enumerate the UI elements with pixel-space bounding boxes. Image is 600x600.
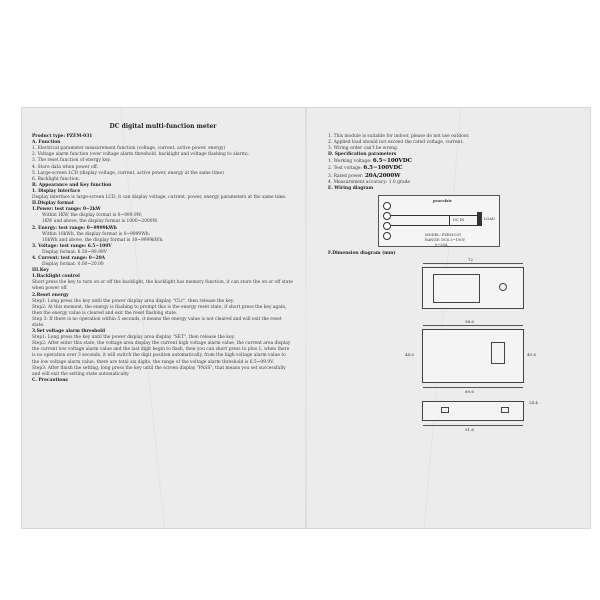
- load-resistor: [477, 212, 482, 226]
- line-text: Product type: PZEM-031: [32, 134, 93, 140]
- right_top-line: [328, 158, 578, 165]
- bottom-view: [422, 399, 538, 432]
- right-text: [328, 134, 578, 192]
- line-text: 1. Electrical parameter measurement function (voltage, current, active power, energy): [32, 146, 226, 152]
- line-text: 1.Backlight control: [32, 274, 80, 280]
- line-text: 1. Working voltage:: [328, 159, 373, 165]
- line-text: Step1: Long press the key until the power display area display "SET", then release the key.: [32, 335, 235, 341]
- side-notch: [491, 342, 505, 364]
- left-line: [32, 378, 294, 384]
- spec-value: 20A/2000W: [364, 172, 401, 179]
- line-text: C. Precautions: [32, 377, 68, 383]
- instruction-sheet: [22, 108, 590, 528]
- line-text: E. Wiring diagram: [328, 185, 374, 191]
- line-text: Display interface is large-screen LCD, it can display voltage, current, power, energy parameters at the same time.: [32, 195, 287, 201]
- lcd-screen: [433, 274, 480, 303]
- line-text: 6. Backlight function.: [32, 176, 80, 182]
- line-text: 3. Voltage: test range: 6.5~100V: [32, 243, 112, 249]
- range-label-2: 0~20A: [435, 242, 448, 247]
- line-text: 1. This module is suitable for indoor, please do not use outdoor.: [328, 134, 470, 139]
- line-text: Short press the key to turn on or off the backlight, the backlight has memory function, it can store the on or off state when power off.: [32, 280, 293, 292]
- line-text: Within 10kWh, the display format is 0~9999Wh;: [42, 231, 151, 237]
- depth-label: 24.4: [529, 399, 538, 405]
- terminal-3: [383, 222, 391, 230]
- line-text: 1.Power: test range: 0~2kW: [32, 207, 101, 213]
- line-text: Within 1KW, the display format is 0~999.9W;: [42, 213, 143, 219]
- line-text: 3. The reset function of energy key.: [32, 158, 111, 164]
- line-text: 2.Reset energy: [32, 292, 69, 298]
- left-text: [32, 134, 294, 384]
- load-label: LOAD: [484, 216, 495, 221]
- left-line: [32, 280, 294, 292]
- right_top-line: [328, 186, 578, 192]
- terminal-1: [383, 202, 391, 210]
- side-total-label: 89.6: [465, 388, 474, 394]
- line-text: B. Appearance and Key function: [32, 182, 112, 188]
- line-text: 1. Display Interface: [32, 188, 81, 194]
- dc-in-label: DC IN: [453, 217, 465, 222]
- document-title: DC digital multi-function meter: [109, 123, 217, 130]
- right-column: [328, 108, 578, 432]
- spec-value: 6.5~100VDC: [363, 165, 403, 172]
- left-line: [32, 305, 294, 317]
- spec-value: 6.5~100VDC: [372, 158, 412, 165]
- right_top-line: [328, 173, 578, 180]
- range-label: RANGE: DC6.5~100V: [425, 237, 466, 242]
- line-text: 4. Store data when power off.: [32, 164, 99, 170]
- line-text: 5. Large-screen LCD (display voltage, current, active power, energy at the same time): [32, 170, 224, 176]
- dimension-title: F.Dimension diagram (mm): [328, 250, 396, 256]
- left-line: [32, 341, 294, 365]
- line-text: Display format: 6.50~99.99V: [42, 249, 107, 255]
- line-text: Step1: Long press the key until the power display area display "CLr", then release the key.: [32, 298, 235, 304]
- side-width-label: 94.6: [465, 318, 474, 324]
- line-text: 2. Test voltage:: [328, 166, 364, 172]
- line-text: 4. Current: test range: 0~20A: [32, 255, 106, 261]
- line-text: Step2: After enter this state, the voltage area display the current high voltage alarm value, the current area display the current low voltage alarm value and the last digit begin to flash, then you can short press to plus 1, when there is no operation over 3 seconds, it will switch the digit position automatically, from the high voltage alarm value to the low voltage alarm value, there are total six digits, the range of the voltage alarm threshold is 6.5~99.9V.: [32, 341, 291, 365]
- right_top-line: [328, 165, 578, 172]
- line-text: 1KW and above, the display format is 1000~2000W.: [42, 219, 158, 225]
- line-text: Step2: At this moment, the energy is flashing to prompt this is the energy reset state, if short press the key again, then the energy value is cleared and exit the reset flashing state.: [32, 304, 287, 316]
- key-button: [499, 283, 507, 291]
- line-text: 3. Rated power:: [328, 173, 365, 179]
- bottom-width-label: 91.6: [465, 426, 474, 432]
- side-height-left-label: 44.6: [405, 351, 414, 357]
- line-text: 4. Measurement accuracy: 1.0 grade: [328, 179, 411, 185]
- line-text: Step3: After finish the setting, long press the key until the screen display "PASS", that means you set successfully and will exit the setting state automatically.: [32, 365, 286, 377]
- line-text: A. Function: [32, 140, 61, 146]
- front-width-label: 72: [468, 256, 474, 262]
- terminal-4: [383, 232, 391, 240]
- line-text: 10kWh and above, the display format is 10~9999kWh.: [42, 237, 164, 243]
- front-view: [422, 256, 524, 309]
- line-text: 3. Wiring order can't be wrong.: [328, 146, 399, 152]
- left-column: [32, 108, 294, 384]
- line-text: II.Display format: [32, 201, 74, 207]
- line-text: 2. Voltage alarm function (over voltage alarm threshold, backlight and voltage flashing to alarm).: [32, 152, 250, 158]
- line-text: Step 3: If there is no operation within 5 seconds, it means the energy value is not cleared and will exit the reset state.: [32, 316, 282, 328]
- side-height-right-label: 49.6: [527, 351, 536, 357]
- model-label: MODEL: PZEM-031: [425, 232, 462, 237]
- page-fold: [305, 108, 307, 528]
- line-text: 3.Set voltage alarm threshold: [32, 329, 106, 335]
- line-text: 2. Applied load should not exceed the rated voltage, current.: [328, 140, 464, 146]
- line-text: D. Specification parameters: [328, 152, 397, 158]
- left-line: [32, 317, 294, 329]
- terminal-2: [383, 212, 391, 220]
- wiring-diagram: [378, 195, 500, 247]
- left-line: [32, 366, 294, 378]
- line-text: Display format: 0.00~20.00: [42, 262, 104, 268]
- line-text: 2. Energy: test range: 0~9999kWh: [32, 225, 117, 231]
- side-view: [405, 318, 536, 394]
- brand-label: peacefair: [433, 198, 452, 203]
- line-text: III.Key: [32, 268, 49, 274]
